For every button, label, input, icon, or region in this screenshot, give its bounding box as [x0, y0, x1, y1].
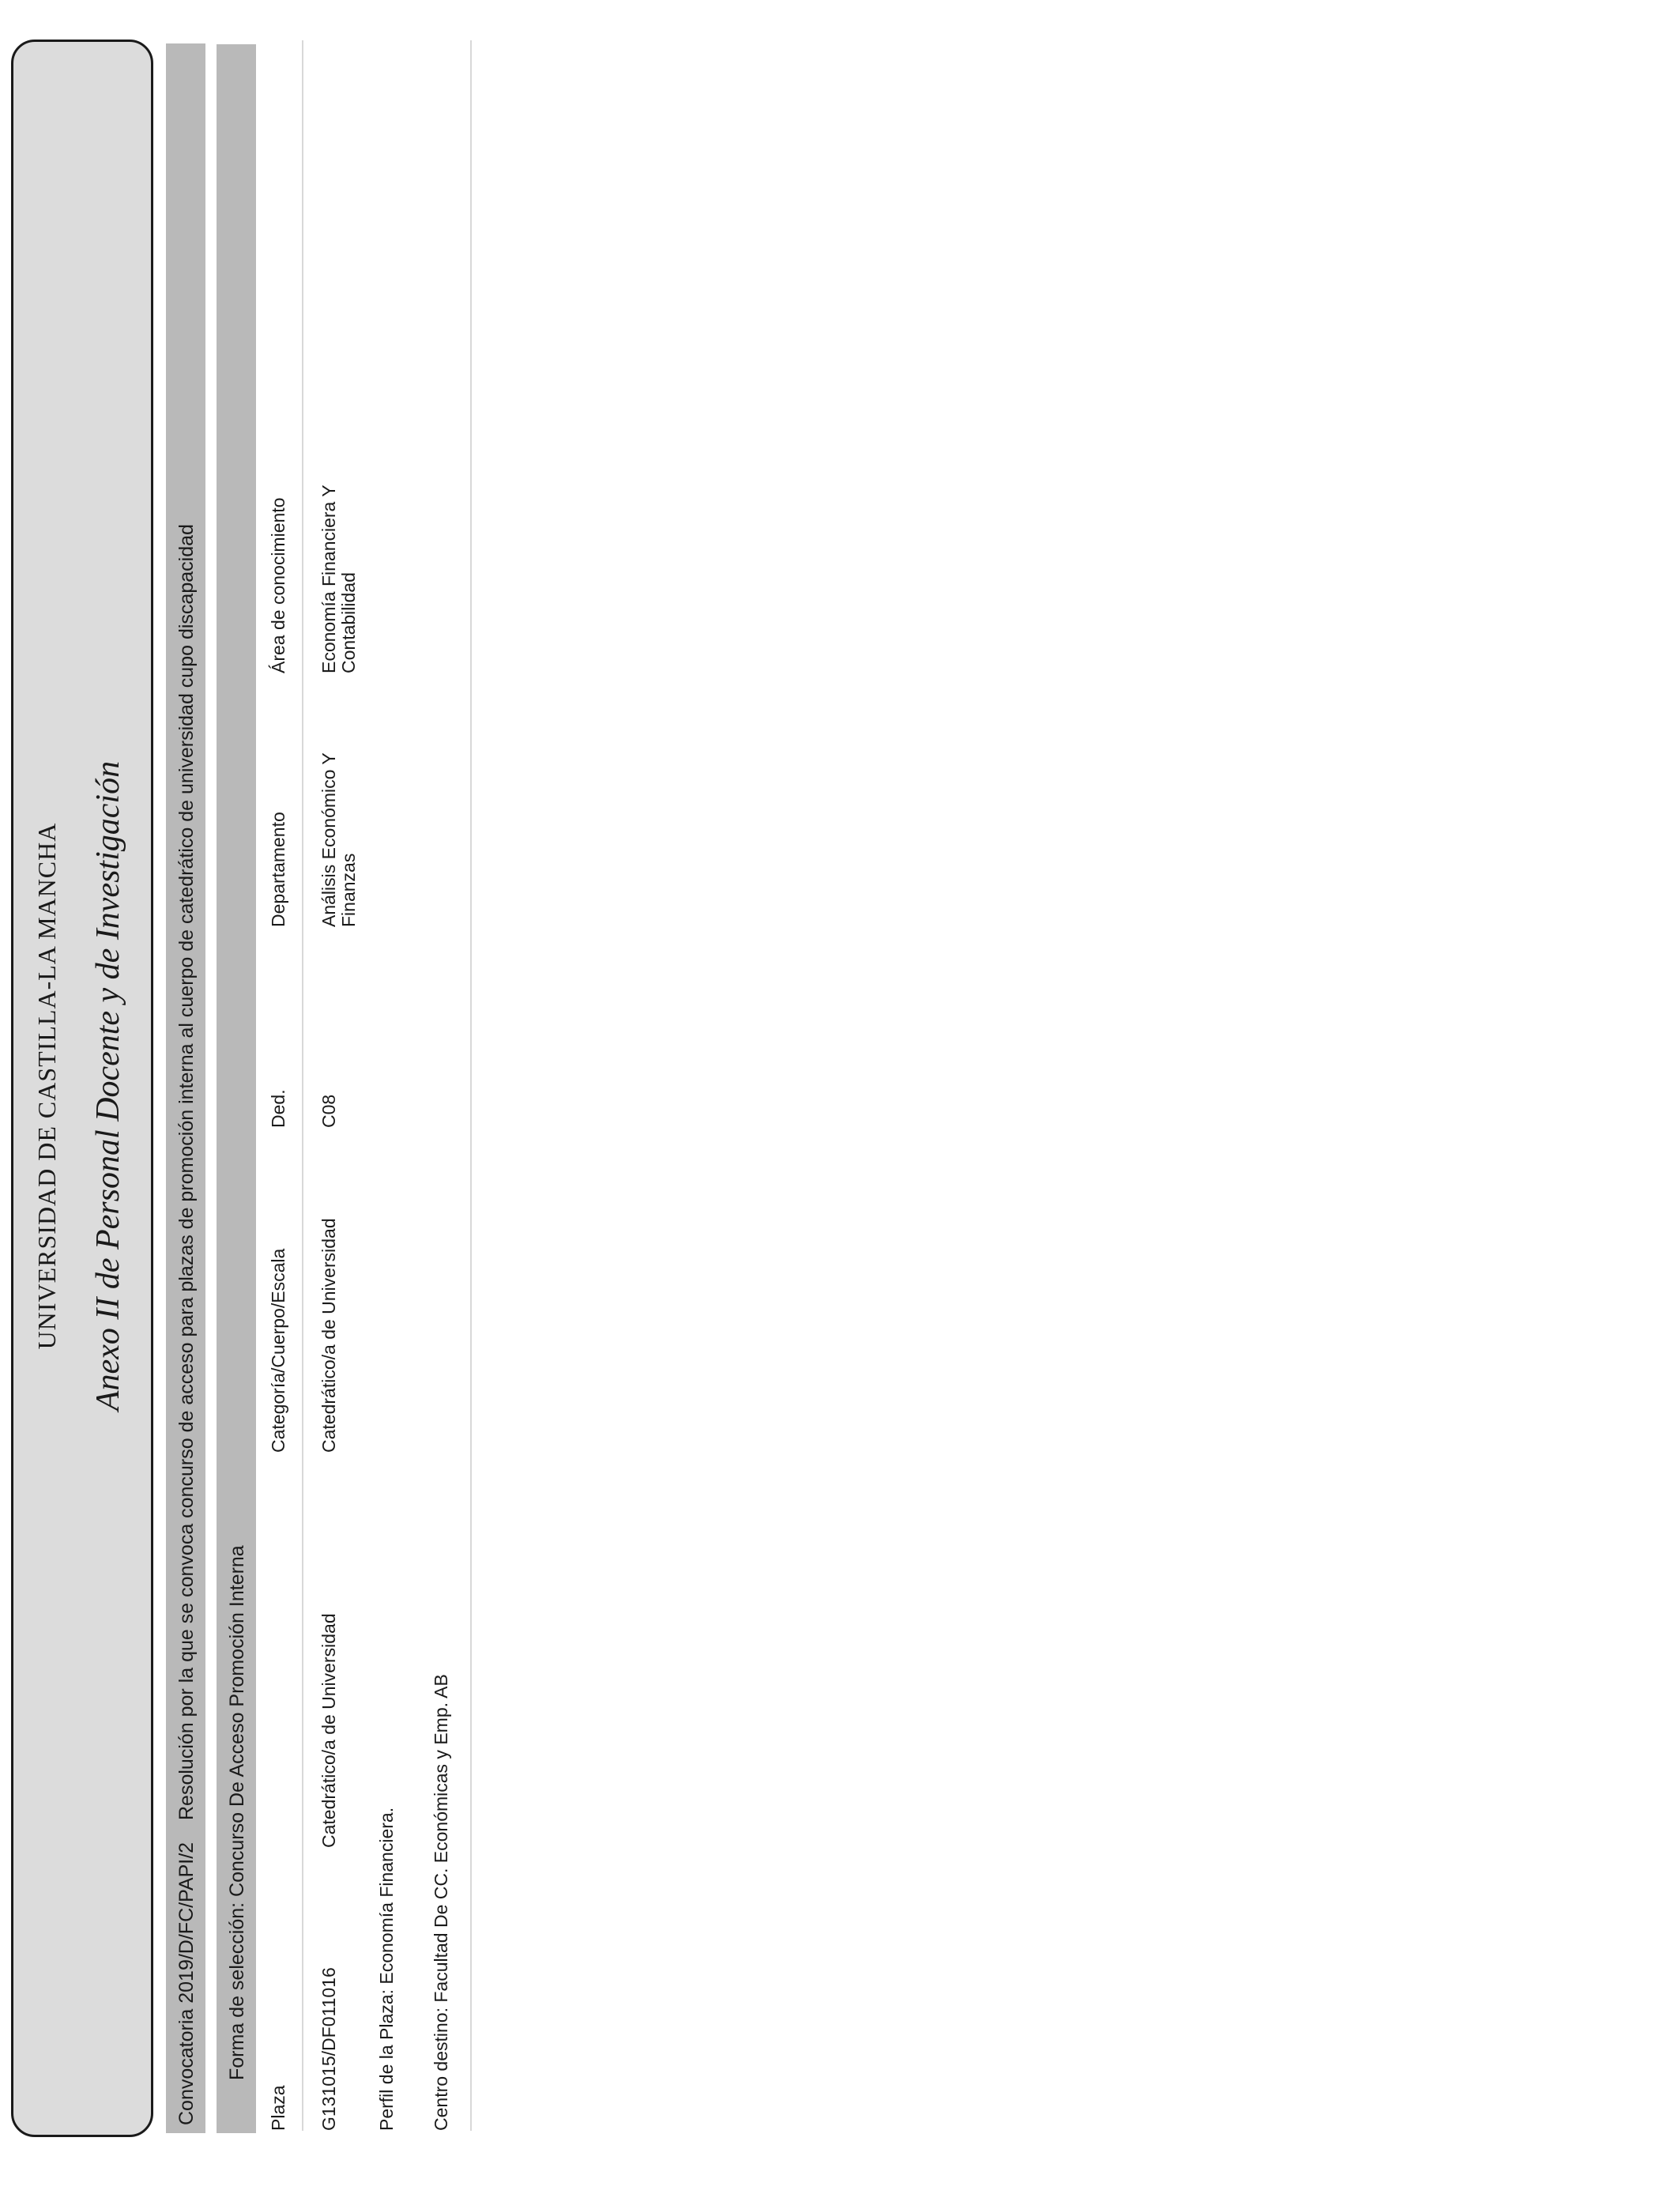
header-rule — [302, 40, 303, 2131]
perfil-plaza: Perfil de la Plaza: Economía Financiera. — [376, 1807, 397, 2131]
annex-title: Anexo II de Personal Docente y de Investigación — [90, 760, 126, 1412]
header-plaza: Plaza — [268, 2085, 288, 2131]
university-title: UNIVERSIDAD DE CASTILLA-LA MANCHA — [32, 822, 61, 1350]
header-departamento: Departamento — [268, 812, 288, 927]
bottom-rule — [470, 40, 472, 2131]
convocatoria-band — [166, 43, 205, 2133]
header-area: Área de conocimiento — [268, 497, 288, 673]
header-box — [11, 40, 153, 2137]
header-categoria: Categoría/Cuerpo/Escala — [268, 1248, 288, 1453]
header-ded: Ded. — [268, 1089, 288, 1128]
plaza-categoria: Catedrático/a de Universidad — [318, 1613, 339, 1848]
convocatoria-title: Resolución por la que se convoca concurso de acceso para plazas de promoción interna al cuerpo de catedrático de universidad cupo discapacidad — [175, 524, 198, 1820]
ded-value: C08 — [318, 1094, 339, 1128]
plaza-code: G131015/DF011016 — [318, 1967, 339, 2131]
centro-destino: Centro destino: Facultad De CC. Económicas y Emp. AB — [431, 1674, 451, 2131]
area-value: Economía Financiera Y Contabilidad — [318, 484, 359, 673]
departamento-value: Análisis Económico Y Finanzas — [318, 752, 359, 927]
categoria-value: Catedrático/a de Universidad — [318, 1218, 339, 1453]
convocatoria-id: Convocatoria 2019/D/FC/PAPI/2 — [175, 1842, 198, 2125]
forma-seleccion-band — [217, 44, 256, 2133]
forma-seleccion: Forma de selección: Concurso De Acceso Promoción Interna — [226, 1545, 248, 2080]
